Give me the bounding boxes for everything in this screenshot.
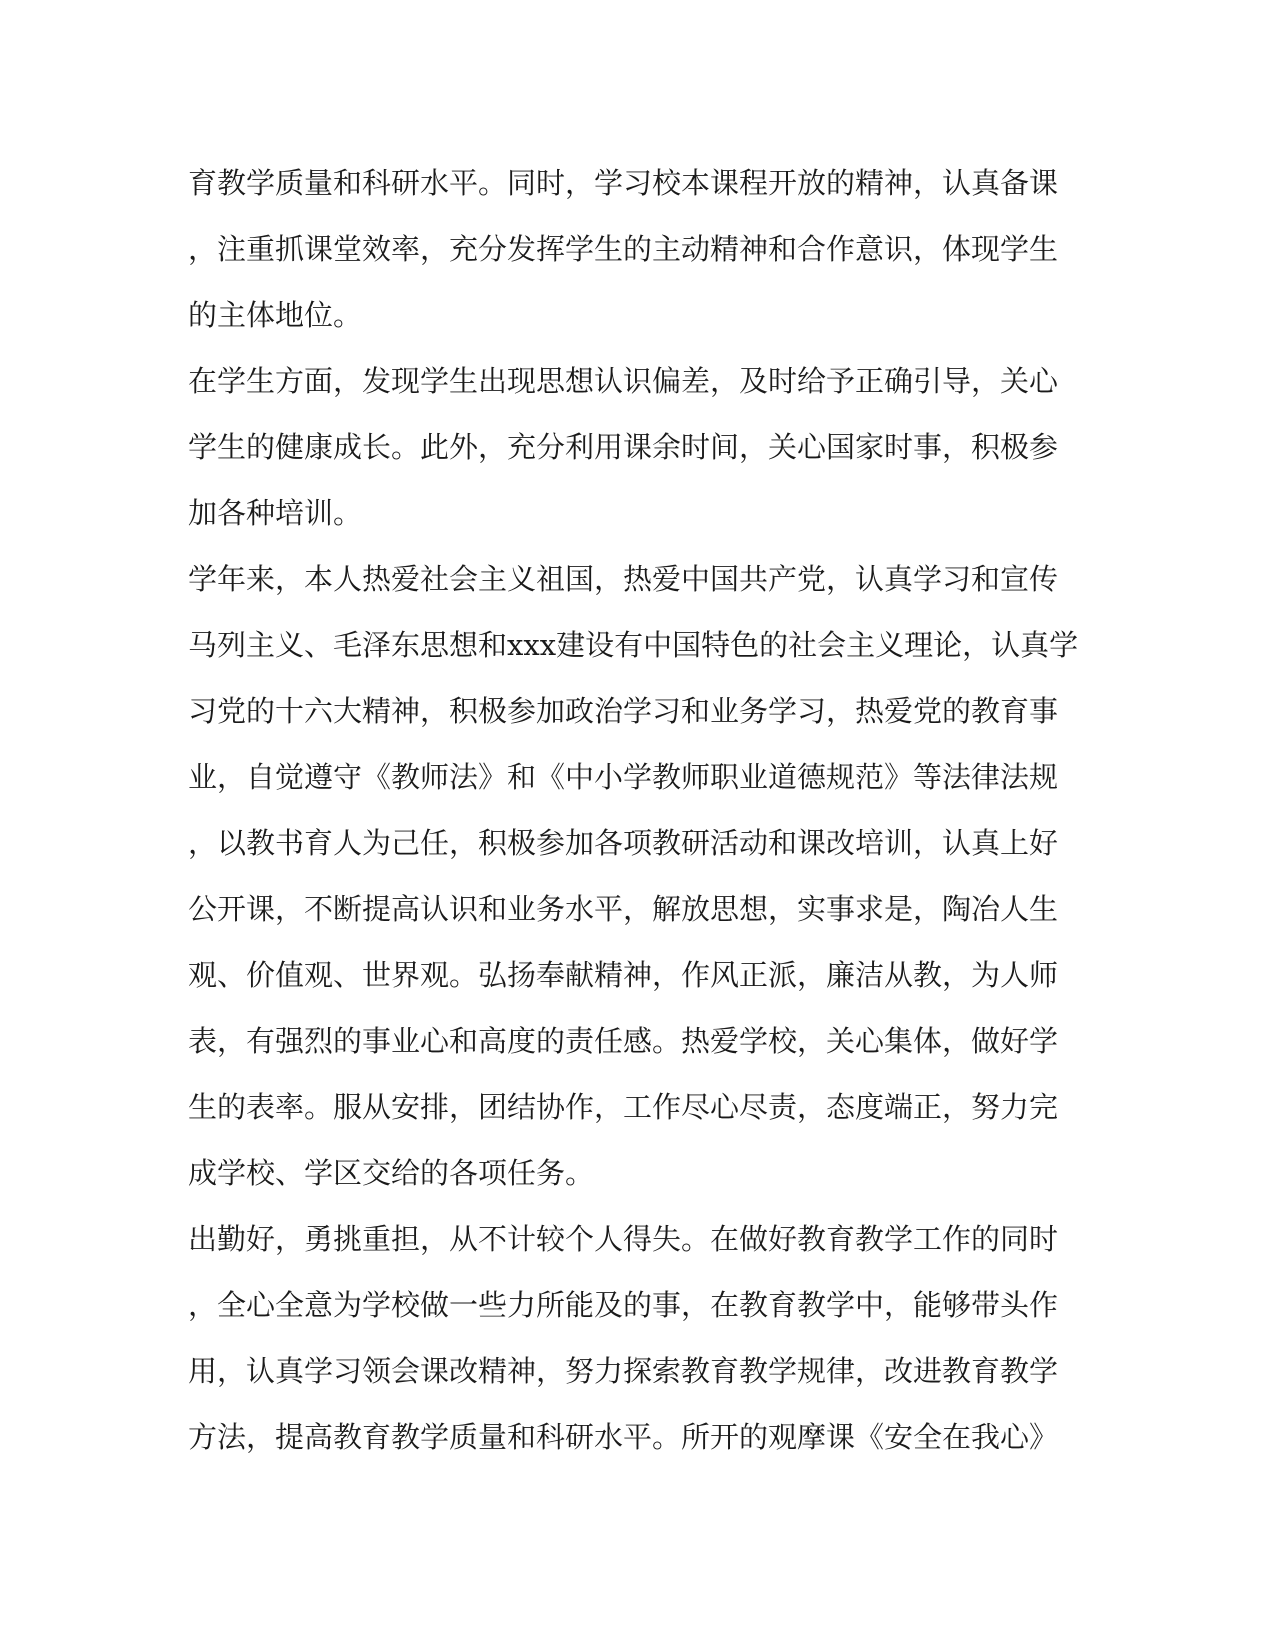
text-line: 马列主义、毛泽东思想和xxx建设有中国特色的社会主义理论，认真学 (188, 628, 1079, 662)
text-line: 育教学质量和科研水平。同时，学习校本课程开放的精神，认真备课 (188, 166, 1059, 200)
text-line: ，以教书育人为己任，积极参加各项教研活动和课改培训，认真上好 (188, 826, 1059, 860)
text-line: 成学校、学区交给的各项任务。 (188, 1156, 595, 1190)
text-line: 的主体地位。 (188, 298, 363, 332)
text-line: 出勤好，勇挑重担，从不计较个人得失。在做好教育教学工作的同时 (188, 1222, 1059, 1256)
text-line: 方法，提高教育教学质量和科研水平。所开的观摩课《安全在我心》 (188, 1420, 1059, 1454)
text-line: 生的表率。服从安排，团结协作，工作尽心尽责，态度端正，努力完 (188, 1090, 1059, 1124)
text-line: 学年来，本人热爱社会主义祖国，热爱中国共产党，认真学习和宣传 (188, 562, 1059, 596)
text-line: ，注重抓课堂效率，充分发挥学生的主动精神和合作意识，体现学生 (188, 232, 1059, 266)
text-line: 加各种培训。 (188, 496, 363, 530)
text-line: ，全心全意为学校做一些力所能及的事，在教育教学中，能够带头作 (188, 1288, 1059, 1322)
text-line: 公开课，不断提高认识和业务水平，解放思想，实事求是，陶冶人生 (188, 892, 1059, 926)
text-line: 在学生方面，发现学生出现思想认识偏差，及时给予正确引导，关心 (188, 364, 1059, 398)
text-line: 习党的十六大精神，积极参加政治学习和业务学习，热爱党的教育事 (188, 694, 1059, 728)
text-line: 学生的健康成长。此外，充分利用课余时间，关心国家时事，积极参 (188, 430, 1059, 464)
text-line: 用，认真学习领会课改精神，努力探索教育教学规律，改进教育教学 (188, 1354, 1059, 1388)
text-line: 业，自觉遵守《教师法》和《中小学教师职业道德规范》等法律法规 (188, 760, 1059, 794)
text-line: 表，有强烈的事业心和高度的责任感。热爱学校，关心集体，做好学 (188, 1024, 1059, 1058)
text-line: 观、价值观、世界观。弘扬奉献精神，作风正派，廉洁从教，为人师 (188, 958, 1059, 992)
document-body (188, 150, 1088, 1470)
